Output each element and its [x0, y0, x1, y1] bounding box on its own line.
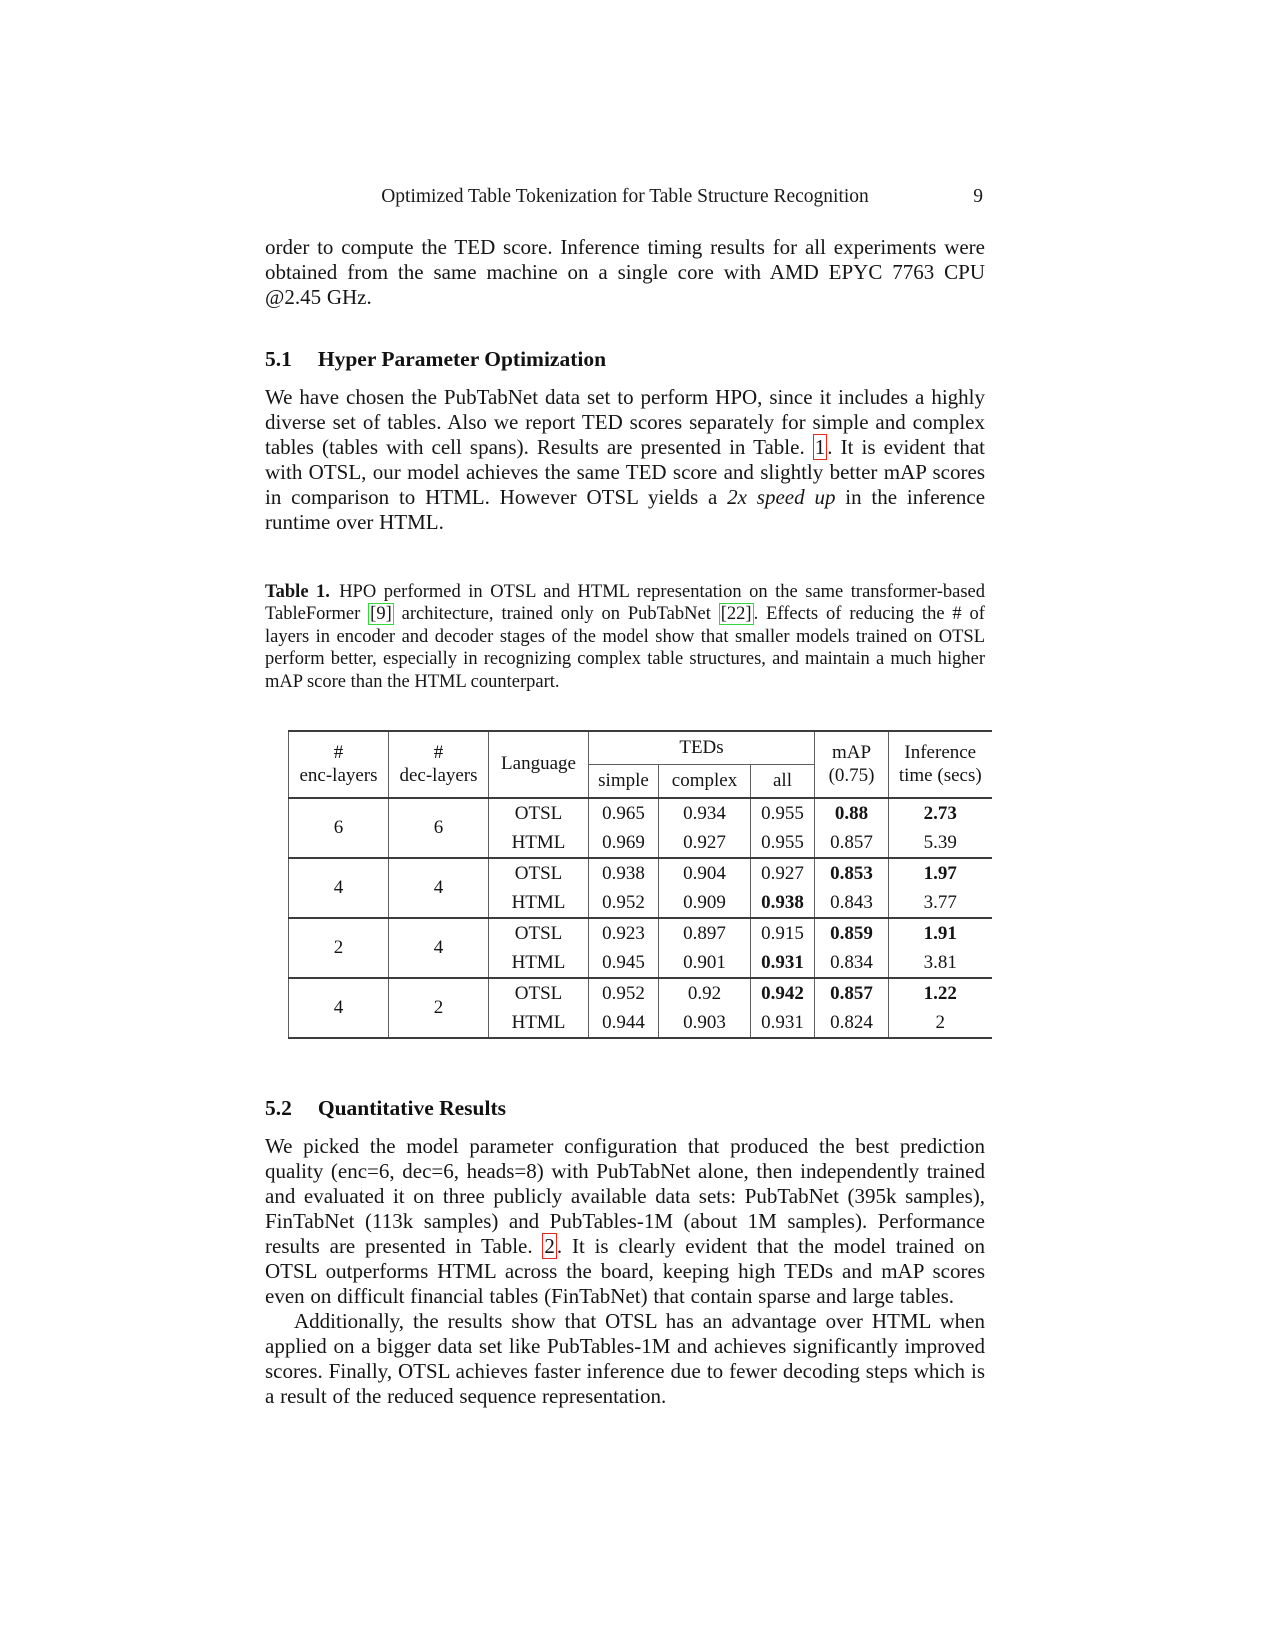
cell-all: 0.927 [751, 858, 815, 888]
section-5-2-title: Quantitative Results [317, 1096, 506, 1121]
table-group-4-4 [289, 858, 992, 918]
cell-dec: 6 [389, 798, 489, 858]
cell-language: HTML [489, 888, 589, 918]
cell-dec: 2 [389, 978, 489, 1038]
col-header-dec-layers [389, 731, 489, 798]
col-header-language: Language [489, 731, 589, 798]
text-segment: Table 1. [265, 582, 330, 602]
cell-time: 1.97 [889, 858, 992, 888]
cell-time: 5.39 [889, 828, 992, 858]
cell-time: 1.22 [889, 978, 992, 1008]
table-2-link[interactable]: 2 [544, 1234, 555, 1259]
table-row [289, 858, 992, 888]
col-header-inference-line1: Inference [904, 741, 977, 763]
col-header-dec-label: dec-layers [399, 764, 478, 786]
cell-simple: 0.944 [589, 1008, 659, 1038]
section-5-1-title: Hyper Parameter Optimization [317, 347, 607, 371]
cell-complex: 0.909 [659, 888, 751, 918]
col-header-teds: TEDs [589, 731, 815, 765]
citation-9-link[interactable]: [9] [370, 604, 392, 625]
col-header-complex: complex [659, 765, 751, 799]
cell-all: 0.915 [751, 918, 815, 948]
section-5-2-paragraph-2: Additionally, the results show that OTSL has an advantage over HTML when applied on a bigger data set like PubTables-1M and achieves significantly improved scores. Finally, OTSL achieves faster inference due to fewer decoding steps which is a result of the reduced sequence representation. [265, 1309, 985, 1409]
cell-all: 0.938 [751, 888, 815, 918]
cell-complex: 0.927 [659, 828, 751, 858]
cell-map: 0.88 [815, 798, 889, 828]
section-5-2-paragraph-1 [265, 1134, 985, 1309]
cell-language: OTSL [489, 798, 589, 828]
table-1-link[interactable]: 1 [814, 435, 826, 459]
cell-all: 0.931 [751, 1008, 815, 1038]
cell-language: OTSL [489, 978, 589, 1008]
col-header-enc-label: enc-layers [299, 764, 378, 786]
citation-22-link[interactable]: [22] [720, 604, 752, 625]
cell-map: 0.857 [815, 978, 889, 1008]
paper-page [265, 0, 985, 1409]
cell-map: 0.834 [815, 948, 889, 978]
cell-time: 1.91 [889, 918, 992, 948]
table-group-2-4 [289, 918, 992, 978]
text-segment: . Effects of reducing the # of layers in encoder and decoder stages of the model show that smaller models trained on OTSL perform better, especially in recognizing complex table structures, and maintain a much higher mAP score than the HTML counterpart. [265, 604, 985, 692]
text-segment: . It is evident that with OTSL, our model achieves the same TED score and slightly better mAP scores in comparison to HTML. However OTSL yields a [265, 435, 985, 509]
text-segment: We have chosen the PubTabNet data set to perform HPO, since it includes a highly diverse set of tables. Also we report TED scores separately for simple and complex tables (tables with cell spans). Results are presented in Table. [265, 385, 985, 459]
running-title: Optimized Table Tokenization for Table Structure Recognition [381, 186, 869, 207]
cell-all: 0.955 [751, 828, 815, 858]
cell-enc: 4 [289, 858, 389, 918]
cell-simple: 0.952 [589, 888, 659, 918]
section-5-1-heading [265, 347, 985, 372]
cell-dec: 4 [389, 918, 489, 978]
cell-language: OTSL [489, 918, 589, 948]
cell-time: 3.81 [889, 948, 992, 978]
cell-all: 0.955 [751, 798, 815, 828]
col-header-inference [889, 731, 992, 798]
page-number: 9 [973, 186, 983, 207]
intro-paragraph: order to compute the TED score. Inference timing results for all experiments were obtained from the same machine on a single core with AMD EPYC 7763 CPU @2.45 GHz. [265, 235, 985, 309]
section-5-1-paragraph [265, 385, 985, 535]
cell-enc: 2 [289, 918, 389, 978]
table-row [289, 978, 992, 1008]
cell-language: HTML [489, 828, 589, 858]
text-segment: HPO performed in OTSL and HTML representation on the same transformer-based TableFormer [265, 582, 986, 625]
cell-enc: 6 [289, 798, 389, 858]
cell-time: 3.77 [889, 888, 992, 918]
text-segment: architecture, trained only on PubTabNet [393, 604, 719, 625]
col-header-map-line2: (0.75) [828, 764, 875, 786]
cell-simple: 0.945 [589, 948, 659, 978]
cell-dec: 4 [389, 858, 489, 918]
cell-complex: 0.934 [659, 798, 751, 828]
text-segment: 2x speed up [727, 485, 836, 509]
section-5-1-number: 5.1 [265, 347, 292, 371]
table-row [289, 918, 992, 948]
table-group-4-2 [289, 978, 992, 1038]
cell-time: 2 [889, 1008, 992, 1038]
col-header-all: all [751, 765, 815, 799]
col-header-dec-hash: # [433, 741, 444, 763]
cell-complex: 0.903 [659, 1008, 751, 1038]
cell-simple: 0.952 [589, 978, 659, 1008]
text-segment: . It is clearly evident that the model trained on OTSL outperforms HTML across the board, keeping high TEDs and mAP scores even on difficult financial tables (FinTabNet) that contain sparse and large tables. [265, 1234, 985, 1309]
table-row [289, 798, 992, 828]
cell-map: 0.843 [815, 888, 889, 918]
section-5-2-number: 5.2 [265, 1096, 292, 1121]
table-1-caption [265, 581, 985, 693]
cell-simple: 0.965 [589, 798, 659, 828]
table-group-6-6 [289, 798, 992, 858]
cell-all: 0.931 [751, 948, 815, 978]
cell-time: 2.73 [889, 798, 992, 828]
col-header-map [815, 731, 889, 798]
section-5-2-heading [265, 1096, 985, 1121]
cell-simple: 0.969 [589, 828, 659, 858]
col-header-simple: simple [589, 765, 659, 799]
col-header-map-line1: mAP [831, 741, 872, 763]
col-header-enc-layers [289, 731, 389, 798]
cell-complex: 0.897 [659, 918, 751, 948]
cell-language: HTML [489, 948, 589, 978]
cell-simple: 0.923 [589, 918, 659, 948]
text-segment: We picked the model parameter configuration that produced the best prediction quality (enc=6, dec=6, heads=8) with PubTabNet alone, then independently trained and evaluated it on three publicly available data sets: PubTabNet (395k samples), FinTabNet (113k samples) and PubTables-1M (about 1M samples). Performance results are presented in Table. [265, 1134, 985, 1259]
cell-map: 0.853 [815, 858, 889, 888]
cell-map: 0.859 [815, 918, 889, 948]
running-header [265, 0, 985, 208]
cell-simple: 0.938 [589, 858, 659, 888]
cell-all: 0.942 [751, 978, 815, 1008]
table-1-header [289, 731, 992, 798]
col-header-enc-hash: # [333, 741, 344, 763]
text-segment: in the inference runtime over HTML. [265, 485, 986, 534]
cell-map: 0.824 [815, 1008, 889, 1038]
table-1 [288, 730, 992, 1039]
col-header-inference-line2: time (secs) [898, 764, 982, 786]
cell-language: OTSL [489, 858, 589, 888]
cell-complex: 0.901 [659, 948, 751, 978]
cell-enc: 4 [289, 978, 389, 1038]
cell-complex: 0.904 [659, 858, 751, 888]
cell-complex: 0.92 [659, 978, 751, 1008]
cell-map: 0.857 [815, 828, 889, 858]
cell-language: HTML [489, 1008, 589, 1038]
